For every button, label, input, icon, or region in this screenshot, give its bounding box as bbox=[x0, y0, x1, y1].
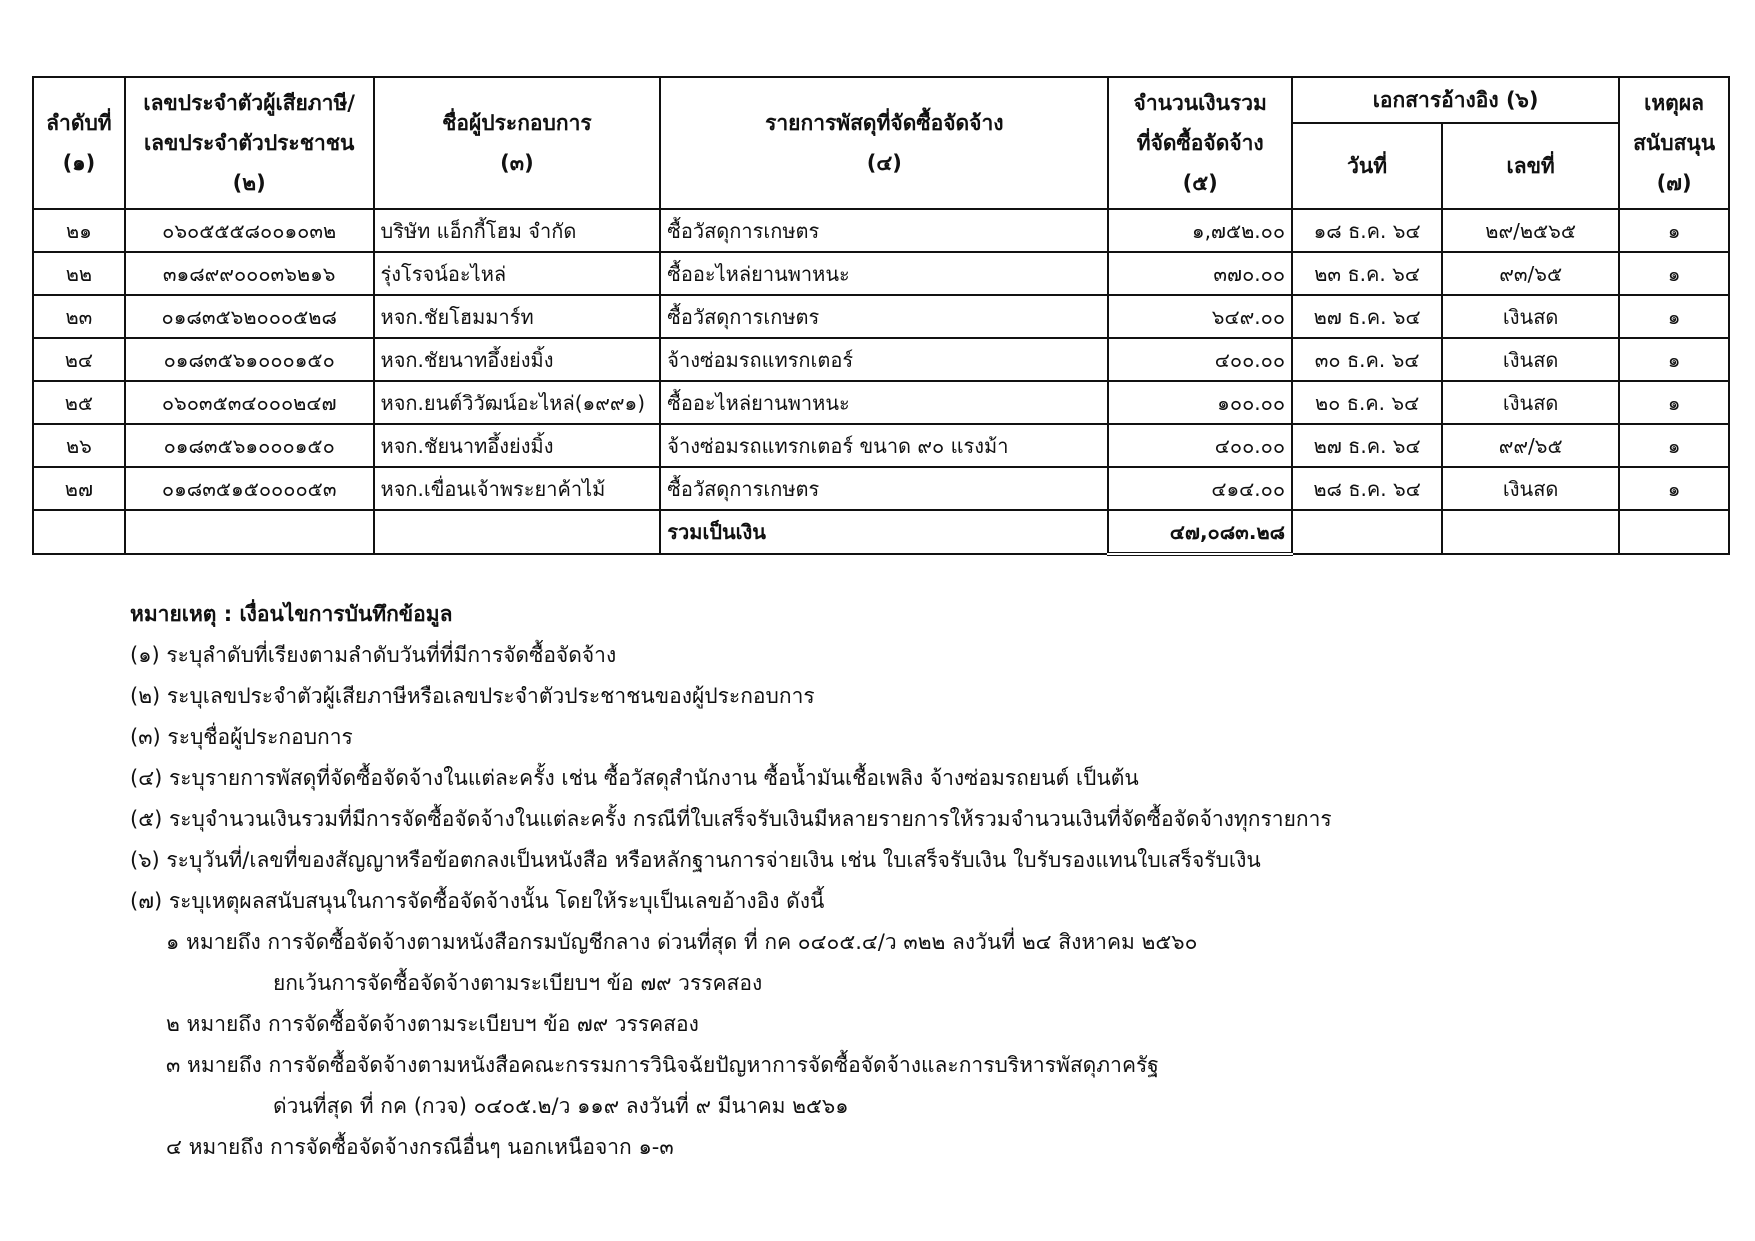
col-vendor-header: ชื่อผู้ประกอบการ (๓) bbox=[374, 77, 661, 209]
col-reason-header: เหตุผล สนับสนุน (๗) bbox=[1619, 77, 1729, 209]
note-line: (๕) ระบุจำนวนเงินรวมที่มีการจัดซื้อจัดจ้างในแต่ละครั้ง กรณีที่ใบเสร็จรับเงินมีหลายรายการให้รวมจำนวนเงินที่จัดซื้อจัดจ้างทุกรายการ bbox=[130, 807, 1332, 831]
total-row bbox=[33, 510, 1729, 554]
total-label: รวมเป็นเงิน bbox=[660, 510, 1108, 554]
col-item-header: รายการพัสดุที่จัดซื้อจัดจ้าง (๔) bbox=[660, 77, 1108, 209]
cell-item: ซื้อวัสดุการเกษตร bbox=[660, 467, 1108, 510]
reason-line: ยกเว้นการจัดซื้อจัดจ้างตามระเบียบฯ ข้อ ๗๙ วรรคสอง bbox=[273, 971, 763, 995]
table-row bbox=[33, 338, 1729, 381]
col-reference-header: เอกสารอ้างอิง (๖) bbox=[1292, 77, 1619, 123]
cell-reason: ๑ bbox=[1619, 295, 1729, 338]
cell-date: ๒๗ ธ.ค. ๖๔ bbox=[1292, 424, 1442, 467]
col-taxid-header: เลขประจำตัวผู้เสียภาษี/ เลขประจำตัวประชาชน (๒) bbox=[125, 77, 374, 209]
cell-reason: ๑ bbox=[1619, 467, 1729, 510]
cell-taxid: ๐๖๐๕๕๕๘๐๐๑๐๓๒ bbox=[125, 209, 374, 252]
cell-vendor: หจก.ยนต์วิวัฒน์อะไหล่(๑๙๙๑) bbox=[374, 381, 661, 424]
cell-reason: ๑ bbox=[1619, 252, 1729, 295]
cell-taxid: ๐๑๘๓๕๑๕๐๐๐๐๕๓ bbox=[125, 467, 374, 510]
cell-empty bbox=[33, 510, 125, 554]
cell-order: ๒๕ bbox=[33, 381, 125, 424]
cell-amount: ๑,๗๕๒.๐๐ bbox=[1108, 209, 1292, 252]
cell-reason: ๑ bbox=[1619, 424, 1729, 467]
table-row bbox=[33, 252, 1729, 295]
table-row bbox=[33, 381, 1729, 424]
cell-amount: ๔๐๐.๐๐ bbox=[1108, 338, 1292, 381]
cell-empty bbox=[374, 510, 661, 554]
cell-reason: ๑ bbox=[1619, 381, 1729, 424]
cell-taxid: ๐๖๐๓๕๓๔๐๐๐๒๔๗ bbox=[125, 381, 374, 424]
cell-vendor: หจก.ชัยนาทอึ้งย่งมิ้ง bbox=[374, 424, 661, 467]
cell-vendor: หจก.เขื่อนเจ้าพระยาค้าไม้ bbox=[374, 467, 661, 510]
cell-reason: ๑ bbox=[1619, 209, 1729, 252]
cell-docno: เงินสด bbox=[1442, 295, 1619, 338]
cell-vendor: บริษัท แอ็กกี้โฮม จำกัด bbox=[374, 209, 661, 252]
cell-amount: ๓๗๐.๐๐ bbox=[1108, 252, 1292, 295]
cell-empty bbox=[1619, 510, 1729, 554]
cell-vendor: หจก.ชัยโฮมมาร์ท bbox=[374, 295, 661, 338]
procurement-table bbox=[32, 76, 1730, 556]
cell-item: ซื้ออะไหล่ยานพาหนะ bbox=[660, 381, 1108, 424]
note-line: (๗) ระบุเหตุผลสนับสนุนในการจัดซื้อจัดจ้างนั้น โดยให้ระบุเป็นเลขอ้างอิง ดังนี้ bbox=[130, 889, 825, 913]
cell-amount: ๑๐๐.๐๐ bbox=[1108, 381, 1292, 424]
cell-taxid: ๐๑๘๓๕๖๒๐๐๐๕๒๘ bbox=[125, 295, 374, 338]
cell-item: ซื้ออะไหล่ยานพาหนะ bbox=[660, 252, 1108, 295]
cell-taxid: ๐๑๘๓๕๖๑๐๐๐๑๕๐ bbox=[125, 338, 374, 381]
table-row bbox=[33, 424, 1729, 467]
table-row bbox=[33, 467, 1729, 510]
cell-order: ๒๗ bbox=[33, 467, 125, 510]
cell-vendor: หจก.ชัยนาทอึ้งย่งมิ้ง bbox=[374, 338, 661, 381]
cell-docno: ๙๙/๖๕ bbox=[1442, 424, 1619, 467]
cell-order: ๒๔ bbox=[33, 338, 125, 381]
note-line: (๑) ระบุลำดับที่เรียงตามลำดับวันที่ที่มีการจัดซื้อจัดจ้าง bbox=[130, 643, 617, 667]
cell-order: ๒๒ bbox=[33, 252, 125, 295]
col-docno-header: เลขที่ bbox=[1442, 123, 1619, 209]
reason-line: ๒ หมายถึง การจัดซื้อจัดจ้างตามระเบียบฯ ข้อ ๗๙ วรรคสอง bbox=[166, 1012, 699, 1036]
note-line: (๓) ระบุชื่อผู้ประกอบการ bbox=[130, 725, 353, 749]
cell-date: ๓๐ ธ.ค. ๖๔ bbox=[1292, 338, 1442, 381]
cell-docno: เงินสด bbox=[1442, 338, 1619, 381]
cell-taxid: ๐๑๘๓๕๖๑๐๐๐๑๕๐ bbox=[125, 424, 374, 467]
cell-item: จ้างซ่อมรถแทรกเตอร์ bbox=[660, 338, 1108, 381]
cell-vendor: รุ่งโรจน์อะไหล่ bbox=[374, 252, 661, 295]
cell-docno: ๒๙/๒๕๖๕ bbox=[1442, 209, 1619, 252]
col-order-header: ลำดับที่ (๑) bbox=[33, 77, 125, 209]
cell-reason: ๑ bbox=[1619, 338, 1729, 381]
notes-title: หมายเหตุ : เงื่อนไขการบันทึกข้อมูล bbox=[130, 602, 453, 626]
header-row bbox=[33, 77, 1729, 123]
cell-order: ๒๑ bbox=[33, 209, 125, 252]
cell-order: ๒๖ bbox=[33, 424, 125, 467]
cell-item: ซื้อวัสดุการเกษตร bbox=[660, 295, 1108, 338]
cell-item: จ้างซ่อมรถแทรกเตอร์ ขนาด ๙๐ แรงม้า bbox=[660, 424, 1108, 467]
cell-date: ๒๗ ธ.ค. ๖๔ bbox=[1292, 295, 1442, 338]
cell-docno: เงินสด bbox=[1442, 467, 1619, 510]
cell-amount: ๔๐๐.๐๐ bbox=[1108, 424, 1292, 467]
reason-line: ด่วนที่สุด ที่ กค (กวจ) ๐๔๐๕.๒/ว ๑๑๙ ลงวันที่ ๙ มีนาคม ๒๕๖๑ bbox=[273, 1094, 849, 1118]
reason-line: ๔ หมายถึง การจัดซื้อจัดจ้างกรณีอื่นๆ นอกเหนือจาก ๑-๓ bbox=[166, 1135, 674, 1159]
cell-amount: ๖๔๙.๐๐ bbox=[1108, 295, 1292, 338]
reason-line: ๓ หมายถึง การจัดซื้อจัดจ้างตามหนังสือคณะกรรมการวินิจฉัยปัญหาการจัดซื้อจัดจ้างและการบริหารพัสดุภาครัฐ bbox=[166, 1053, 1159, 1077]
note-line: (๖) ระบุวันที่/เลขที่ของสัญญาหรือข้อตกลงเป็นหนังสือ หรือหลักฐานการจ่ายเงิน เช่น ใบเสร็จรับเงิน ใบรับรองแทนใบเสร็จรับเงิน bbox=[130, 848, 1261, 872]
note-line: (๔) ระบุรายการพัสดุที่จัดซื้อจัดจ้างในแต่ละครั้ง เช่น ซื้อวัสดุสำนักงาน ซื้อน้ำมันเชื้อเพลิง จ้างซ่อมรถยนต์ เป็นต้น bbox=[130, 766, 1139, 790]
cell-docno: เงินสด bbox=[1442, 381, 1619, 424]
cell-empty bbox=[1292, 510, 1442, 554]
cell-date: ๒๓ ธ.ค. ๖๔ bbox=[1292, 252, 1442, 295]
table-row bbox=[33, 295, 1729, 338]
table-row bbox=[33, 209, 1729, 252]
cell-empty bbox=[1442, 510, 1619, 554]
reason-line: ๑ หมายถึง การจัดซื้อจัดจ้างตามหนังสือกรมบัญชีกลาง ด่วนที่สุด ที่ กค ๐๔๐๕.๔/ว ๓๒๒ ลงวันที่ ๒๔ สิงหาคม ๒๕๖๐ bbox=[166, 930, 1198, 954]
cell-date: ๒๐ ธ.ค. ๖๔ bbox=[1292, 381, 1442, 424]
cell-order: ๒๓ bbox=[33, 295, 125, 338]
col-date-header: วันที่ bbox=[1292, 123, 1442, 209]
cell-docno: ๙๓/๖๕ bbox=[1442, 252, 1619, 295]
note-line: (๒) ระบุเลขประจำตัวผู้เสียภาษีหรือเลขประจำตัวประชาชนของผู้ประกอบการ bbox=[130, 684, 815, 708]
cell-empty bbox=[125, 510, 374, 554]
cell-amount: ๔๑๔.๐๐ bbox=[1108, 467, 1292, 510]
col-amount-header: จำนวนเงินรวม ที่จัดซื้อจัดจ้าง (๕) bbox=[1108, 77, 1292, 209]
notes-section bbox=[130, 594, 1630, 1168]
cell-item: ซื้อวัสดุการเกษตร bbox=[660, 209, 1108, 252]
cell-taxid: ๓๑๘๙๙๐๐๐๓๖๒๑๖ bbox=[125, 252, 374, 295]
cell-date: ๒๘ ธ.ค. ๖๔ bbox=[1292, 467, 1442, 510]
total-amount: ๔๗,๐๘๓.๒๘ bbox=[1108, 510, 1292, 554]
cell-date: ๑๘ ธ.ค. ๖๔ bbox=[1292, 209, 1442, 252]
